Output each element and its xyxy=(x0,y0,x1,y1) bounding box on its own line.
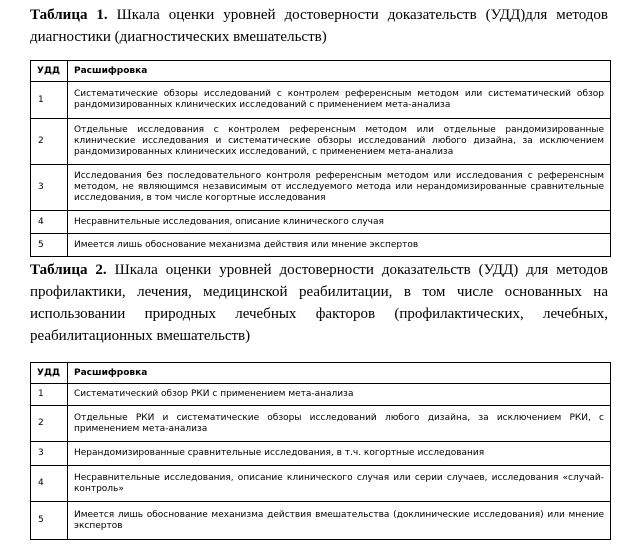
table1-header-udd: УДД xyxy=(31,61,68,82)
table-row xyxy=(31,406,611,442)
table2-row2-level: 2 xyxy=(31,406,68,442)
table2-row5-text: Имеется лишь обоснование механизма действия вмешательства (доклинические исследования) или мнение экспертов xyxy=(68,502,611,540)
table-row xyxy=(31,384,611,406)
table1-row1-level: 1 xyxy=(31,82,68,119)
table2-caption-text: Шкала оценки уровней достоверности доказательств (УДД) для методов профилактики, лечения, медицинской реабилитации, в том числе основанных на использовании природных лечебных факторов (профилактических, лечебных, реабилитационных вмешательств) xyxy=(30,262,608,344)
table1-row4-level: 4 xyxy=(31,211,68,234)
table1 xyxy=(30,60,611,257)
table-row xyxy=(31,82,611,119)
table2-row3-level: 3 xyxy=(31,442,68,466)
table-row xyxy=(31,119,611,165)
table2-row5-level: 5 xyxy=(31,502,68,540)
table-row xyxy=(31,234,611,257)
table2-header-description: Расшифровка xyxy=(68,363,611,384)
table2-caption-label: Таблица 2. xyxy=(30,262,107,278)
table1-row5-text: Имеется лишь обоснование механизма действия или мнение экспертов xyxy=(68,234,611,257)
table1-row5-level: 5 xyxy=(31,234,68,257)
table-row xyxy=(31,211,611,234)
table2-row4-level: 4 xyxy=(31,466,68,502)
table2 xyxy=(30,362,611,540)
table2-header-udd: УДД xyxy=(31,363,68,384)
table-row xyxy=(31,165,611,211)
table2-row4-text: Несравнительные исследования, описание клинического случая или серии случаев, исследования «случай-контроль» xyxy=(68,466,611,502)
table1-header-description: Расшифровка xyxy=(68,61,611,82)
table1-row3-text: Исследования без последовательного контроля референсным методом или исследования с референсным методом, не являющимся независимым от исследуемого метода или нерандомизированные сравнительные исследования, в том числе когортные исследования xyxy=(68,165,611,211)
table-row xyxy=(31,442,611,466)
table1-row4-text: Несравнительные исследования, описание клинического случая xyxy=(68,211,611,234)
table2-header-row xyxy=(31,363,611,384)
table1-header-row xyxy=(31,61,611,82)
table1-row1-text: Систематические обзоры исследований с контролем референсным методом или систематический обзор рандомизированных клинических исследований с применением мета-анализа xyxy=(68,82,611,119)
table2-row1-text: Систематический обзор РКИ с применением мета-анализа xyxy=(68,384,611,406)
table1-caption xyxy=(30,4,608,48)
table1-row2-level: 2 xyxy=(31,119,68,165)
table2-row1-level: 1 xyxy=(31,384,68,406)
table-row xyxy=(31,502,611,540)
table-row xyxy=(31,466,611,502)
table2-row2-text: Отдельные РКИ и систематические обзоры исследований любого дизайна, за исключением РКИ, с применением мета-анализа xyxy=(68,406,611,442)
table1-row2-text: Отдельные исследования с контролем референсным методом или отдельные рандомизированные клинические исследования и систематические обзоры исследований любого дизайна, за исключением рандомизированных клинических исследований, с применением мета-анализа xyxy=(68,119,611,165)
table2-row3-text: Нерандомизированные сравнительные исследования, в т.ч. когортные исследования xyxy=(68,442,611,466)
table1-caption-label: Таблица 1. xyxy=(30,7,108,23)
table1-row3-level: 3 xyxy=(31,165,68,211)
table1-caption-text: Шкала оценки уровней достоверности доказательств (УДД)для методов диагностики (диагностических вмешательств) xyxy=(30,7,608,45)
table2-caption xyxy=(30,259,608,347)
